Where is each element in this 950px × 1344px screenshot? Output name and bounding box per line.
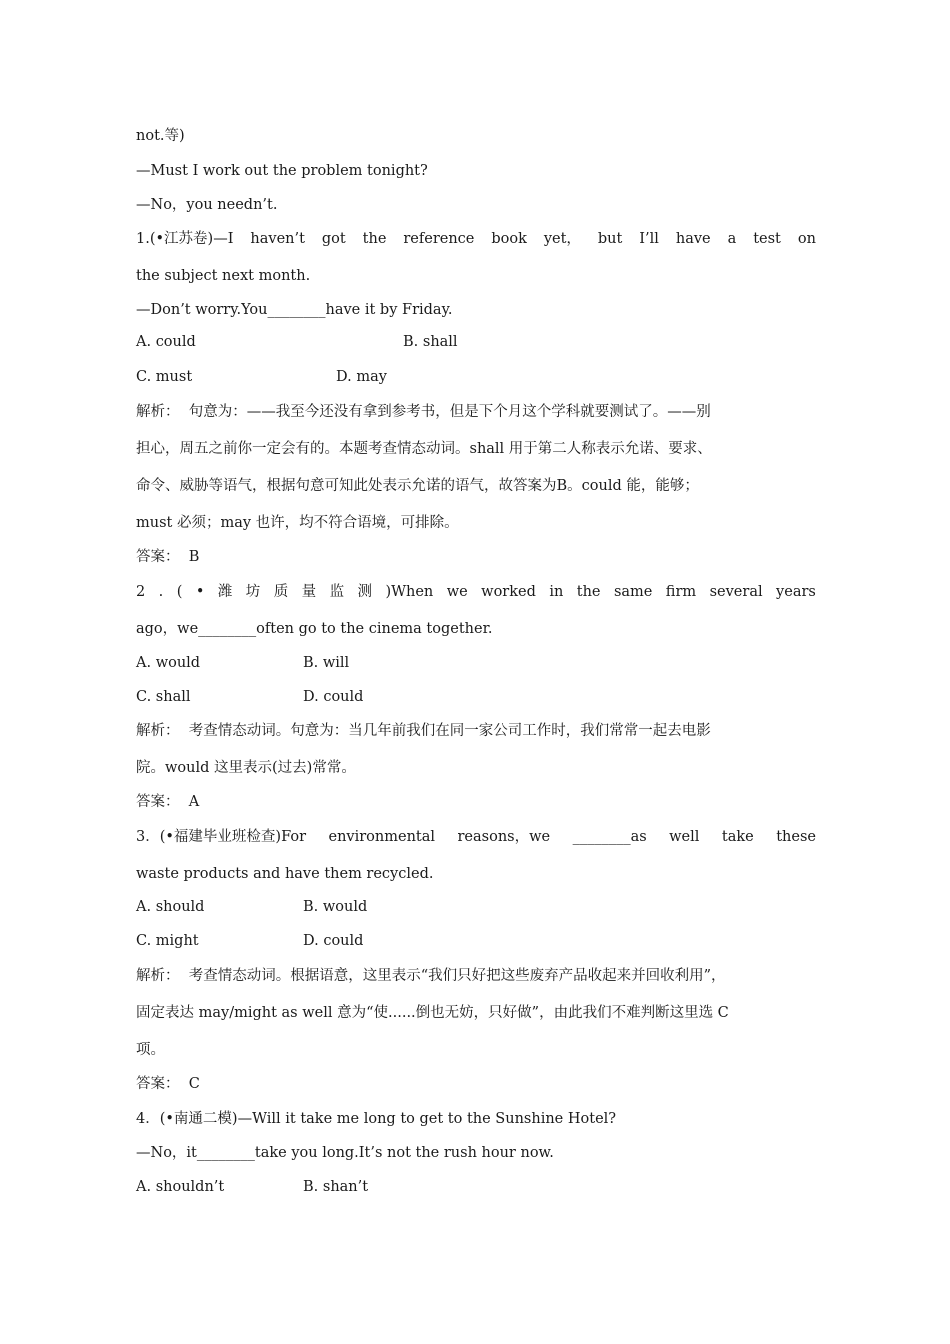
answer-line: 答案： A (136, 794, 200, 810)
document-page (136, 0, 816, 1344)
text-fragment: 1.(•江苏卷)—I (136, 231, 234, 247)
text-fragment: got (321, 231, 346, 247)
question-1-stem (136, 229, 816, 249)
text-fragment: reference (403, 231, 475, 247)
text-fragment: take (721, 829, 754, 845)
text-fragment: . (158, 584, 164, 600)
option-b: B. would (303, 899, 368, 915)
text-fragment: several (709, 584, 763, 600)
question-4-stem: 4．(•南通二模)—Will it take me long to get to the Sunshine Hotel? (136, 1111, 617, 1127)
text-fragment: haven’t (250, 231, 305, 247)
option-c: C. shall (136, 689, 191, 705)
option-a: A. could (136, 334, 196, 350)
text-line: the subject next month. (136, 268, 311, 284)
text-fragment: in (549, 584, 564, 600)
text-fragment: well (669, 829, 700, 845)
text-fragment: 质 (273, 584, 289, 600)
explanation-line: 项。 (136, 1042, 165, 1058)
text-fragment: reasons，we (457, 829, 551, 845)
text-fragment: 量 (301, 584, 317, 600)
text-fragment: test (753, 231, 781, 247)
text-fragment: book (491, 231, 527, 247)
explanation-line: 固定表达 may/might as well 意为“使......倒也无妨，只好做”，由此我们不难判断这里选 C (136, 1005, 729, 1021)
text-fragment: firm (665, 584, 697, 600)
text-fragment: have (675, 231, 711, 247)
option-c: C. might (136, 933, 199, 949)
question-2-stem (136, 582, 816, 602)
text-line: —Must I work out the problem tonight? (136, 163, 428, 179)
text-fragment: 3．(•福建毕业班检查)For (136, 829, 307, 845)
text-line: ago，we________often go to the cinema together. (136, 621, 493, 637)
option-b: B. will (303, 655, 350, 671)
option-b: B. shan’t (303, 1179, 369, 1195)
answer-line: 答案： C (136, 1076, 200, 1092)
text-fragment: 测 (357, 584, 373, 600)
text-fragment: yet， (543, 231, 581, 247)
text-fragment: the (576, 584, 601, 600)
option-d: D. could (303, 933, 364, 949)
explanation-line: 解析： 句意为：——我至今还没有拿到参考书，但是下个月这个学科就要测试了。——别 (136, 404, 711, 420)
text-line: —Don’t worry.You________have it by Friday. (136, 302, 453, 318)
text-fragment: but (597, 231, 623, 247)
text-fragment: worked (481, 584, 536, 600)
text-fragment: )When (385, 584, 434, 600)
text-fragment: environmental (328, 829, 436, 845)
text-fragment: I’ll (639, 231, 659, 247)
text-fragment: ( (176, 584, 183, 600)
explanation-line: 命令、威胁等语气，根据句意可知此处表示允诺的语气，故答案为B。could 能，能够； (136, 478, 699, 494)
explanation-line: 解析： 考查情态动词。句意为：当几年前我们在同一家公司工作时，我们常常一起去电影 (136, 723, 711, 739)
explanation-line: 院。would 这里表示(过去)常常。 (136, 760, 356, 776)
text-fragment: on (797, 231, 816, 247)
answer-line: 答案： B (136, 549, 200, 565)
text-fragment: we (446, 584, 468, 600)
option-b: B. shall (403, 334, 458, 350)
option-a: A. should (136, 899, 205, 915)
explanation-line: 担心，周五之前你一定会有的。本题考查情态动词。shall 用于第二人称表示允诺、要求、 (136, 441, 712, 457)
option-d: D. may (336, 369, 387, 385)
text-fragment: 2 (136, 584, 146, 600)
option-a: A. shouldn’t (136, 1179, 225, 1195)
text-fragment: 潍 (217, 584, 233, 600)
text-line: —No，you needn’t. (136, 197, 278, 213)
text-fragment: the (362, 231, 387, 247)
option-c: C. must (136, 369, 193, 385)
text-fragment: years (776, 584, 816, 600)
text-line: waste products and have them recycled. (136, 866, 434, 882)
text-fragment: same (613, 584, 653, 600)
option-a: A. would (136, 655, 201, 671)
text-fragment: ________as (572, 829, 647, 845)
explanation-line: 解析： 考查情态动词。根据语意，这里表示“我们只好把这些废弃产品收起来并回收利用”， (136, 968, 726, 984)
text-fragment: these (776, 829, 816, 845)
text-fragment: • (195, 584, 205, 600)
text-fragment: 坊 (245, 584, 261, 600)
text-fragment: 监 (329, 584, 345, 600)
question-3-stem (136, 827, 816, 847)
text-line: —No，it________take you long.It’s not the rush hour now. (136, 1145, 554, 1161)
option-d: D. could (303, 689, 364, 705)
text-line: not.等) (136, 128, 185, 144)
explanation-line: must 必须；may 也许，均不符合语境，可排除。 (136, 515, 459, 531)
text-fragment: a (727, 231, 737, 247)
